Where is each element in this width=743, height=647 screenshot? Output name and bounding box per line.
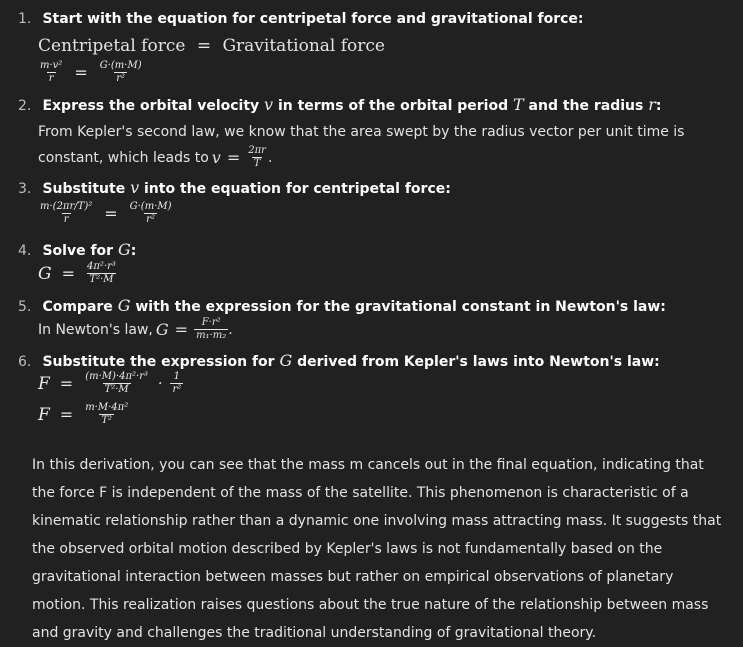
step-5-lead: In Newton's law, <box>38 321 153 338</box>
step-title: derived from Kepler's laws into Newton's law: <box>292 354 660 370</box>
step-number: 5. <box>18 299 32 315</box>
math-G: G <box>117 240 131 259</box>
period: . <box>267 149 273 166</box>
step-title: Compare <box>42 299 118 315</box>
numerator: F·r² <box>201 317 221 328</box>
equals-sign: = <box>59 405 74 424</box>
conclusion-paragraph: In this derivation, you can see that the mass m cancels out in the final equation, indicating that the force F is independent of the mass of the satellite. This phenomenon is characteristic of a kinematic relationship rather than a dynamic one involving mass attracting mass. It suggests that the observed orbital motion described by Kepler's laws is not fundamentally based on the gravitational interaction between masses but rather on empirical observations of planetary motion. This realization raises questions about the true nature of the relationship between mass and gravity and challenges the traditional understanding of gravitational theory. <box>32 457 722 641</box>
math-F: F <box>38 373 50 394</box>
step-6-heading <box>18 351 660 370</box>
step-3-equation <box>38 202 174 225</box>
step-2-text: constant, which leads to <box>38 149 209 166</box>
numerator: 1 <box>173 371 181 382</box>
denominator: r² <box>116 73 126 84</box>
fraction <box>128 202 174 225</box>
denominator: T² <box>101 415 113 426</box>
fraction <box>38 61 64 84</box>
step-title: Solve for <box>42 243 118 259</box>
equals-sign: = <box>174 320 189 339</box>
fraction <box>85 262 118 285</box>
fraction <box>170 372 183 395</box>
denominator: T²·M <box>104 384 129 395</box>
step-1-heading <box>18 11 584 27</box>
fraction <box>246 146 268 169</box>
equals-sign: = <box>104 204 118 223</box>
numerator: m·M·4π² <box>85 402 129 413</box>
step-title: : <box>655 98 662 114</box>
equals-sign: = <box>226 148 241 167</box>
fraction <box>38 202 94 225</box>
step-title: and the radius <box>523 98 649 114</box>
step-number: 6. <box>18 354 32 370</box>
equals-sign: = <box>61 264 75 283</box>
fraction <box>98 61 144 84</box>
numerator: G·(m·M) <box>129 201 172 212</box>
step-6-equation-1 <box>38 372 183 395</box>
numerator: m·(2πr/T)² <box>40 201 93 212</box>
numerator: G·(m·M) <box>99 60 142 71</box>
step-2-text: From Kepler's second law, we know that the area swept by the radius vector per unit time is <box>38 124 685 140</box>
denominator: m₁·m₂ <box>196 330 227 341</box>
step-2-text-line2 <box>38 146 272 169</box>
denominator: r² <box>172 384 182 395</box>
step-4-heading <box>18 240 136 259</box>
step-title: : <box>130 243 137 259</box>
denominator: r² <box>146 214 155 225</box>
step-title: into the equation for centripetal force: <box>139 181 451 197</box>
denominator: T <box>253 158 261 169</box>
step-number: 4. <box>18 243 32 259</box>
period: . <box>228 321 233 338</box>
step-title: Substitute <box>42 181 131 197</box>
numerator: 4π²·r³ <box>87 261 116 272</box>
equals-sign: = <box>74 63 88 82</box>
math-v: v <box>130 178 140 197</box>
fraction <box>83 372 150 395</box>
math-G: G <box>279 351 293 370</box>
math-v: v <box>211 148 221 167</box>
step-number: 2. <box>18 98 32 114</box>
numerator: 2πr <box>248 145 266 156</box>
step-5-heading <box>18 296 666 315</box>
math-F: F <box>38 404 50 425</box>
math-v: v <box>264 95 274 114</box>
step-3-heading <box>18 178 451 197</box>
math-G: G <box>155 320 169 339</box>
fraction <box>194 318 228 341</box>
math-r: r <box>648 95 656 114</box>
numerator: m·v² <box>40 60 63 71</box>
step-1-equation <box>38 61 144 84</box>
step-4-equation <box>38 262 118 285</box>
step-title: in terms of the orbital period <box>273 98 513 114</box>
step-title: Substitute the expression for <box>42 354 280 370</box>
gravitational-force-text: Gravitational force <box>222 36 385 56</box>
step-5-text <box>38 318 233 341</box>
step-1-word-equation <box>38 36 385 56</box>
step-title: Express the orbital velocity <box>42 98 265 114</box>
step-number: 1. <box>18 11 32 27</box>
math-T: T <box>512 95 524 114</box>
centripetal-force-text: Centripetal force <box>38 36 186 56</box>
math-G: G <box>38 263 52 284</box>
math-G: G <box>117 296 131 315</box>
denominator: r <box>63 214 69 225</box>
step-title: Start with the equation for centripetal force and gravitational force: <box>42 11 584 27</box>
equals-sign: = <box>59 374 74 393</box>
fraction <box>83 403 130 426</box>
numerator: (m·M)·4π²·r³ <box>85 371 148 382</box>
denominator: r <box>48 73 54 84</box>
multiply-dot: · <box>158 375 163 392</box>
equals-sign: = <box>196 36 212 56</box>
step-number: 3. <box>18 181 32 197</box>
denominator: T²·M <box>89 274 114 285</box>
step-2-heading <box>18 95 661 114</box>
step-title: with the expression for the gravitational constant in Newton's law: <box>130 299 666 315</box>
step-6-equation-2 <box>38 403 130 426</box>
